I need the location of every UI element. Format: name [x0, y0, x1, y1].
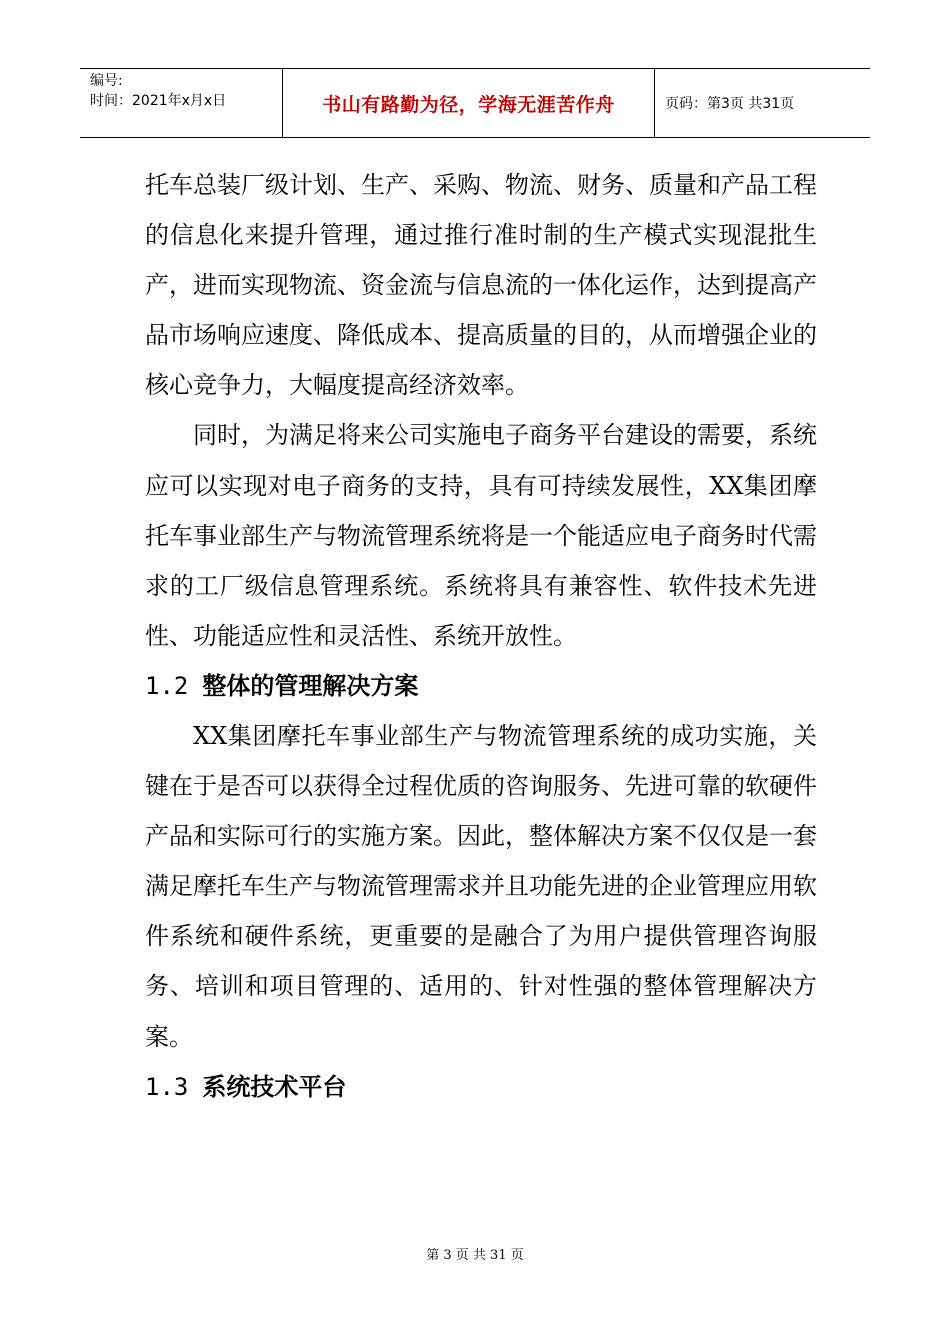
header-motto: 书山有路勤为径，学海无涯苦作舟: [283, 69, 655, 137]
section-number-1-2: 1.2: [145, 671, 189, 700]
document-body: [145, 160, 817, 1112]
header-date-label: 时间：2021年x月x日: [90, 93, 227, 109]
header-number-label: 编号:: [90, 73, 123, 89]
section-heading-1-3: [145, 1062, 817, 1112]
section-number-1-3: 1.3: [145, 1072, 189, 1101]
section-title-1-3: 系统技术平台: [202, 1072, 347, 1101]
section-title-1-2: 整体的管理解决方案: [202, 671, 419, 700]
page-header: [80, 68, 870, 138]
header-page-label: 页码：第3页 共31页: [665, 96, 795, 112]
paragraph-ecommerce: 同时，为满足将来公司实施电子商务平台建设的需要，系统应可以实现对电子商务的支持，具有可持续发展性，XX集团摩托车事业部生产与物流管理系统将是一个能适应电子商务时代需求的工厂级信息管理系统。系统将具有兼容性、软件技术先进性、功能适应性和灵活性、系统开放性。: [145, 421, 817, 650]
paragraph-solution: XX集团摩托车事业部生产与物流管理系统的成功实施，关键在于是否可以获得全过程优质的咨询服务、先进可靠的软硬件产品和实际可行的实施方案。因此，整体解决方案不仅仅是一套满足摩托车生产与物流管理需求并且功能先进的企业管理应用软件系统和硬件系统，更重要的是融合了为用户提供管理咨询服务、培训和项目管理的、适用的、针对性强的整体管理解决方案。: [145, 721, 817, 1051]
page-footer: 第 3 页 共 31 页: [426, 1248, 524, 1263]
section-heading-1-2: [145, 661, 817, 711]
paragraph-continuation: 托车总装厂级计划、生产、采购、物流、财务、质量和产品工程的信息化来提升管理，通过推行准时制的生产模式实现混批生产，进而实现物流、资金流与信息流的一体化运作，达到提高产品市场响应速度、降低成本、提高质量的目的，从而增强企业的核心竞争力，大幅度提高经济效率。: [145, 171, 817, 400]
header-info-cell: [80, 69, 283, 137]
